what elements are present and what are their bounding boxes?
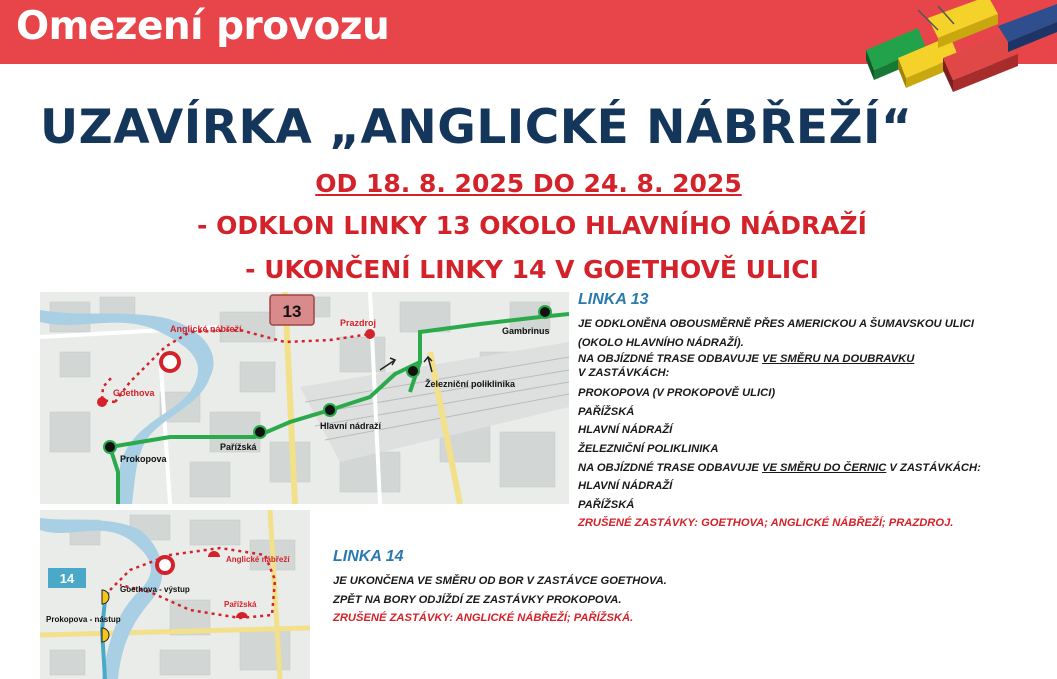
linka13-line9: HLAVNÍ NÁDRAŽÍ bbox=[578, 480, 673, 493]
linka13-line3-suffix: V ZASTÁVKÁCH: bbox=[578, 367, 670, 380]
linka13-line7: ŽELEZNIČNÍ POLIKLINIKA bbox=[578, 442, 719, 455]
linka13-line1: JE ODKLONĚNA OBOUSMĚRNĚ PŘES AMERICKOU A ŠUMAVSKOU ULICI bbox=[578, 318, 974, 330]
map14-label-anglicke: Anglické nábřeží bbox=[226, 555, 290, 564]
main-title: UZAVÍRKA „ANGLICKÉ NÁBŘEŽÍ“ bbox=[40, 100, 913, 155]
map13-label-anglicke: Anglické nábřeží bbox=[170, 324, 242, 334]
linka14-line2: ZPĚT NA BORY ODJÍŽDÍ ZE ZASTÁVKY PROKOPOVA. bbox=[333, 593, 622, 606]
linka14-heading: LINKA 14 bbox=[333, 548, 404, 565]
map13-label-goethova: Goethova bbox=[113, 388, 155, 398]
linka13-line8 bbox=[578, 459, 981, 478]
linka13-cancelled: ZRUŠENÉ ZASTÁVKY: GOETHOVA; ANGLICKÉ NÁBŘEŽÍ; PRAZDROJ. bbox=[578, 517, 954, 530]
map14-badge: 14 bbox=[59, 571, 75, 586]
linka14-line1: JE UKONČENA VE SMĚRU OD BOR V ZASTÁVCE GOETHOVA. bbox=[333, 575, 667, 587]
linka13-line3-text: NA OBJÍZDNÉ TRASE ODBAVUJE bbox=[578, 353, 762, 366]
linka13-line3-direction: VE SMĚRU NA DOUBRAVKU bbox=[762, 353, 915, 366]
map14-label-prokopova: Prokopova - nástup bbox=[46, 615, 121, 624]
linka13-line4: PROKOPOVA (V PROKOPOVĚ ULICI) bbox=[578, 387, 776, 400]
linka13-line6: HLAVNÍ NÁDRAŽÍ bbox=[578, 424, 673, 437]
map13-label-gambrinus: Gambrinus bbox=[502, 326, 550, 336]
map13-label-prazdroj: Prazdroj bbox=[340, 318, 377, 328]
subtitle-line13: - ODKLON LINKY 13 OKOLO HLAVNÍHO NÁDRAŽÍ bbox=[197, 211, 867, 240]
subtitle-line14: - UKONČENÍ LINKY 14 V GOETHOVĚ ULICI bbox=[245, 255, 819, 284]
linka13-line8-text: NA OBJÍZDNÉ TRASE ODBAVUJE bbox=[578, 461, 762, 474]
map13-label-poliklinika: Železniční poliklinika bbox=[425, 379, 516, 389]
linka13-line8-direction: VE SMĚRU DO ČERNIC bbox=[762, 461, 887, 474]
date-range: OD 18. 8. 2025 DO 24. 8. 2025 bbox=[315, 169, 742, 198]
map13-label-hlavni: Hlavní nádraží bbox=[320, 421, 382, 431]
linka13-line3 bbox=[578, 352, 981, 380]
map13-label-parizska: Pařížská bbox=[220, 442, 257, 452]
map13-label-prokopova: Prokopova bbox=[120, 454, 167, 464]
map13-badge: 13 bbox=[282, 302, 302, 321]
tram-logo bbox=[858, 0, 1057, 92]
map-line13 bbox=[40, 292, 569, 504]
linka14-cancelled: ZRUŠENÉ ZASTÁVKY: ANGLICKÉ NÁBŘEŽÍ; PAŘÍŽSKÁ. bbox=[333, 612, 634, 625]
linka13-line10: PAŘÍŽSKÁ bbox=[578, 498, 635, 511]
map14-label-goethova: Goethova - výstup bbox=[120, 585, 190, 594]
linka14-info bbox=[333, 548, 667, 628]
banner-title: Omezení provozu bbox=[16, 4, 390, 49]
map14-label-parizska: Pařížská bbox=[224, 600, 257, 609]
linka13-line5: PAŘÍŽSKÁ bbox=[578, 405, 635, 418]
linka13-line2: (OKOLO HLAVNÍHO NÁDRAŽÍ). bbox=[578, 336, 744, 349]
linka13-heading: LINKA 13 bbox=[578, 291, 649, 308]
linka13-line8-suffix: V ZASTÁVKÁCH: bbox=[886, 461, 981, 474]
map-line14 bbox=[40, 510, 310, 679]
linka13-info bbox=[578, 291, 981, 533]
